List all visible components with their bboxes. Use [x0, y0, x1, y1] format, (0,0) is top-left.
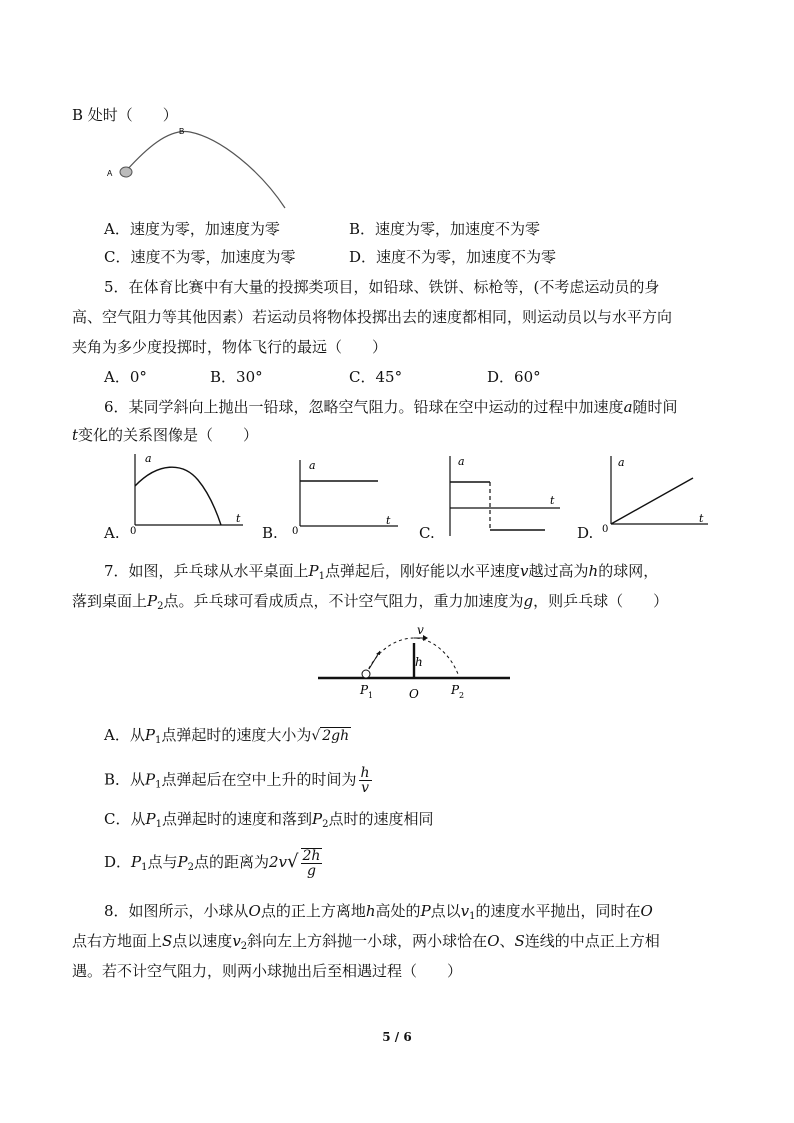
svg-text:P: P: [360, 683, 369, 697]
q6-option-c: C.: [419, 524, 435, 542]
q6-option-a: A.: [104, 524, 120, 542]
svg-text:2: 2: [459, 691, 465, 700]
q8-line-1: 8．如图所示，小球从O点的正上方离地h高处的P点以$v_1$的速度水平抛出，同时在O: [104, 902, 653, 922]
q7-option-c: C．从$P_1$点弹起时的速度和落到$P_2$点时的速度相同: [104, 810, 434, 830]
svg-text:O: O: [409, 687, 419, 701]
svg-text:a: a: [458, 455, 465, 468]
q7-line-2: 落到桌面上$P_2$点。乒乓球可看成质点，不计空气阻力，重力加速度为g，则乒乓球（ ）: [72, 592, 669, 612]
svg-text:a: a: [618, 456, 625, 469]
q8-line-2: 点右方地面上S点以速度$v_2$斜向左上方斜抛一小球，两小球恰在O、S连线的中点正上方相: [72, 932, 660, 952]
q5-option-c: C．45°: [349, 368, 403, 386]
svg-text:0: 0: [602, 524, 609, 534]
q6-line-1: 6．某同学斜向上抛出一铅球，忽略空气阻力。铅球在空中运动的过程中加速度a随时间: [104, 398, 678, 416]
graph-b: [288, 456, 403, 536]
fig-label-b: B: [179, 127, 185, 136]
svg-text:t: t: [699, 512, 704, 525]
graph-a: [128, 450, 248, 535]
svg-text:t: t: [550, 494, 555, 507]
q4-stem-tail: B 处时（ ）: [72, 106, 178, 124]
graph-d: [598, 452, 713, 534]
svg-text:t: t: [386, 514, 391, 527]
svg-text:v: v: [417, 624, 424, 637]
q5-option-b: B．30°: [210, 368, 263, 386]
q7-option-d: D．$P_1$点与$P_2$点的距离为2v√ $\frac{2h}{g}$: [104, 848, 321, 879]
q7-option-a: A．从$P_1$点弹起时的速度大小为√ 2gh: [104, 726, 350, 746]
q7-table-tennis-figure: [310, 624, 515, 706]
svg-text:0: 0: [130, 526, 137, 535]
q6-option-b: B.: [262, 524, 278, 542]
svg-text:a: a: [309, 459, 316, 472]
q8-line-3: 遇。若不计空气阻力，则两小球抛出后至相遇过程（ ）: [72, 962, 463, 980]
q4-option-b: B．速度为零，加速度不为零: [349, 220, 541, 238]
q4-option-a: A．速度为零，加速度为零: [104, 220, 280, 238]
svg-text:0: 0: [292, 526, 299, 536]
q7-line-1: 7．如图，乒乓球从水平桌面上$P_1$点弹起后，刚好能以水平速度v越过高为h的球网，: [104, 562, 659, 582]
q4-option-d: D．速度不为零，加速度不为零: [349, 248, 557, 266]
q5-line-2: 高、空气阻力等其他因素）若运动员将物体投掷出去的速度都相同，则运动员以与水平方向: [72, 308, 673, 326]
svg-text:a: a: [145, 452, 152, 465]
graph-c: [440, 452, 565, 542]
q5-option-d: D．60°: [487, 368, 541, 386]
q4-option-c: C．速度不为零，加速度为零: [104, 248, 296, 266]
q5-line-1: 5．在体育比赛中有大量的投掷类项目，如铅球、铁饼、标枪等，(不考虑运动员的身: [104, 278, 660, 296]
svg-text:1: 1: [368, 691, 374, 700]
q5-option-a: A．0°: [104, 368, 147, 386]
svg-text:t: t: [236, 512, 241, 525]
q6-option-d: D.: [577, 524, 594, 542]
page-number: 5 / 6: [382, 1030, 412, 1044]
q5-line-3: 夹角为多少度投掷时，物体飞行的最远（ ）: [72, 338, 388, 356]
q6-line-2: t变化的关系图像是（ ）: [72, 426, 259, 444]
fig-label-a: A: [107, 169, 113, 178]
q7-option-b: B．从$P_1$点弹起后在空中上升的时间为 $\frac{h}{v}$: [104, 765, 370, 796]
q4-trajectory-figure: [100, 120, 300, 215]
svg-text:h: h: [415, 655, 423, 669]
svg-text:P: P: [451, 683, 460, 697]
